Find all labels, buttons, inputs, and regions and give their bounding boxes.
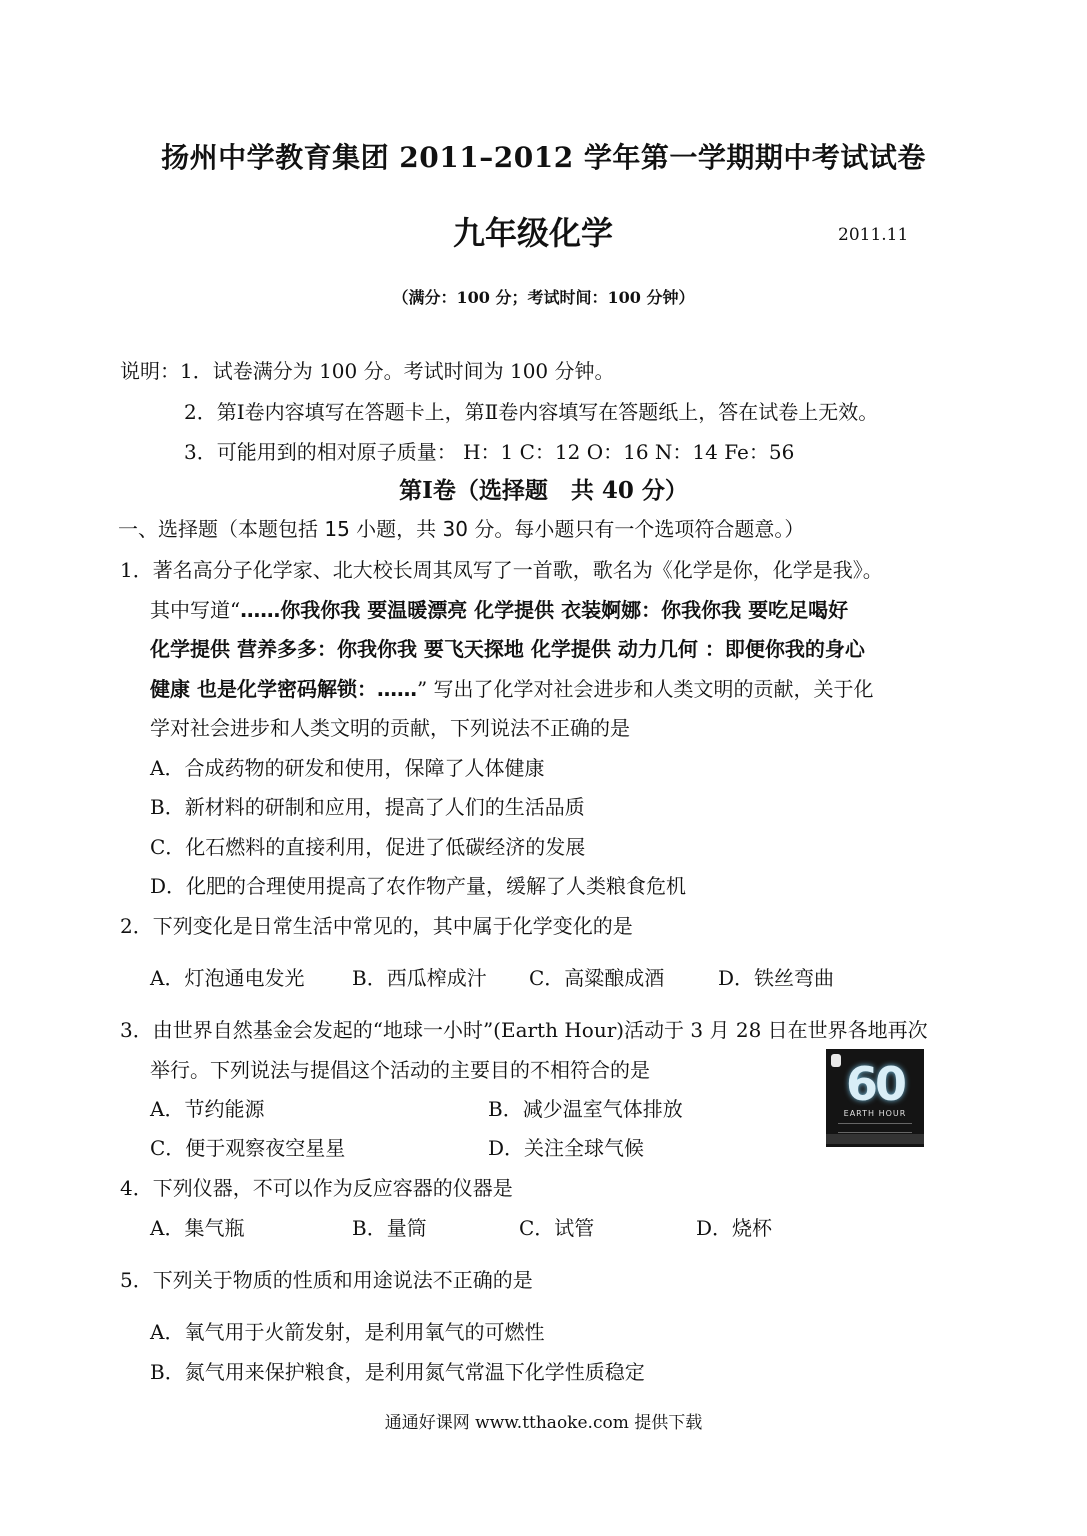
q3-option-a: A．节约能源 xyxy=(150,1097,265,1121)
q3-line-1: 3．由世界自然基金会发起的“地球一小时”(Earth Hour)活动于 3 月 28 日在世界各地再次 xyxy=(120,1018,928,1042)
q4-option-b: B．量筒 xyxy=(352,1216,427,1240)
q1-option-a: A．合成药物的研发和使用，保障了人体健康 xyxy=(150,756,545,780)
q5-option-b: B．氮气用来保护粮食，是利用氮气常温下化学性质稳定 xyxy=(150,1360,645,1384)
page-footer: 通通好课网 www.tthaoke.com 提供下载 xyxy=(384,1413,703,1433)
q4-option-c: C．试管 xyxy=(519,1216,595,1240)
q1-lyrics-1: ……你我你我 要温暖漂亮 化学提供 衣装婀娜：你我你我 要吃足喝好 xyxy=(240,598,849,622)
q2-option-d: D．铁丝弯曲 xyxy=(718,966,835,990)
q4-option-d: D．烧杯 xyxy=(696,1216,773,1240)
q2-stem: 2．下列变化是日常生活中常见的，其中属于化学变化的是 xyxy=(120,914,633,938)
q5-option-a: A．氧气用于火箭发射，是利用氧气的可燃性 xyxy=(150,1320,545,1344)
q3-option-b: B．减少温室气体排放 xyxy=(488,1097,683,1121)
earth-hour-footer-band xyxy=(826,1134,924,1144)
q1-option-c: C．化石燃料的直接利用，促进了低碳经济的发展 xyxy=(150,835,586,859)
score-info: （满分：100 分；考试时间：100 分钟） xyxy=(392,288,695,307)
exam-subject: 九年级化学 xyxy=(453,214,614,252)
instruction-line-3: 3．可能用到的相对原子质量： H：1 C：12 O：16 N：14 Fe：56 xyxy=(184,440,795,464)
exam-date: 2011.11 xyxy=(838,225,909,245)
q1-line-2-prefix: 其中写道“ xyxy=(150,598,241,622)
q1-line-4 xyxy=(150,673,874,702)
q4-option-a: A．集气瓶 xyxy=(150,1216,245,1240)
earth-hour-image xyxy=(826,1049,924,1147)
q2-option-a: A．灯泡通电发光 xyxy=(150,966,305,990)
q1-option-d: D．化肥的合理使用提高了农作物产量，缓解了人类粮食危机 xyxy=(150,874,687,898)
q3-line-2: 举行。下列说法与提倡这个活动的主要目的不相符合的是 xyxy=(150,1058,650,1082)
earth-hour-caption: EARTH HOUR xyxy=(843,1109,907,1118)
q2-option-b: B．西瓜榨成汁 xyxy=(352,966,487,990)
q1-line-1: 1．著名高分子化学家、北大校长周其凤写了一首歌，歌名为《化学是你，化学是我》。 xyxy=(120,558,883,582)
instruction-line-2: 2．第Ⅰ卷内容填写在答题卡上，第Ⅱ卷内容填写在答题纸上，答在试卷上无效。 xyxy=(184,400,879,424)
instruction-line-1: 说明：1．试卷满分为 100 分。考试时间为 100 分钟。 xyxy=(120,359,615,383)
part-heading: 一、选择题（本题包括 15 小题，共 30 分。每小题只有一个选项符合题意。） xyxy=(118,517,805,541)
q1-option-b: B．新材料的研制和应用，提高了人们的生活品质 xyxy=(150,795,585,819)
q4-stem: 4．下列仪器，不可以作为反应容器的仪器是 xyxy=(120,1176,513,1200)
q1-lyrics-3: 健康 也是化学密码解锁：…… xyxy=(150,677,417,701)
q1-line-5: 学对社会进步和人类文明的贡献，下列说法不正确的是 xyxy=(150,716,630,740)
q5-stem: 5．下列关于物质的性质和用途说法不正确的是 xyxy=(120,1268,533,1292)
section-heading: 第Ⅰ卷（选择题 共 40 分） xyxy=(399,477,688,504)
q3-option-c: C．便于观察夜空星星 xyxy=(150,1136,346,1160)
q2-option-c: C．高粱酿成酒 xyxy=(529,966,665,990)
q3-option-d: D．关注全球气候 xyxy=(488,1136,645,1160)
q1-line-2 xyxy=(150,594,848,623)
exam-title: 扬州中学教育集团 2011–2012 学年第一学期期中考试试卷 xyxy=(161,141,926,174)
earth-hour-fineprint xyxy=(838,1123,912,1133)
q1-lyrics-2: 化学提供 营养多多：你我你我 要飞天探地 化学提供 动力几何 ：即便你我的身心 xyxy=(150,637,865,661)
q1-line-4-suffix: ” 写出了化学对社会进步和人类文明的贡献，关于化 xyxy=(416,677,874,701)
earth-hour-number: 60 xyxy=(845,1057,904,1111)
